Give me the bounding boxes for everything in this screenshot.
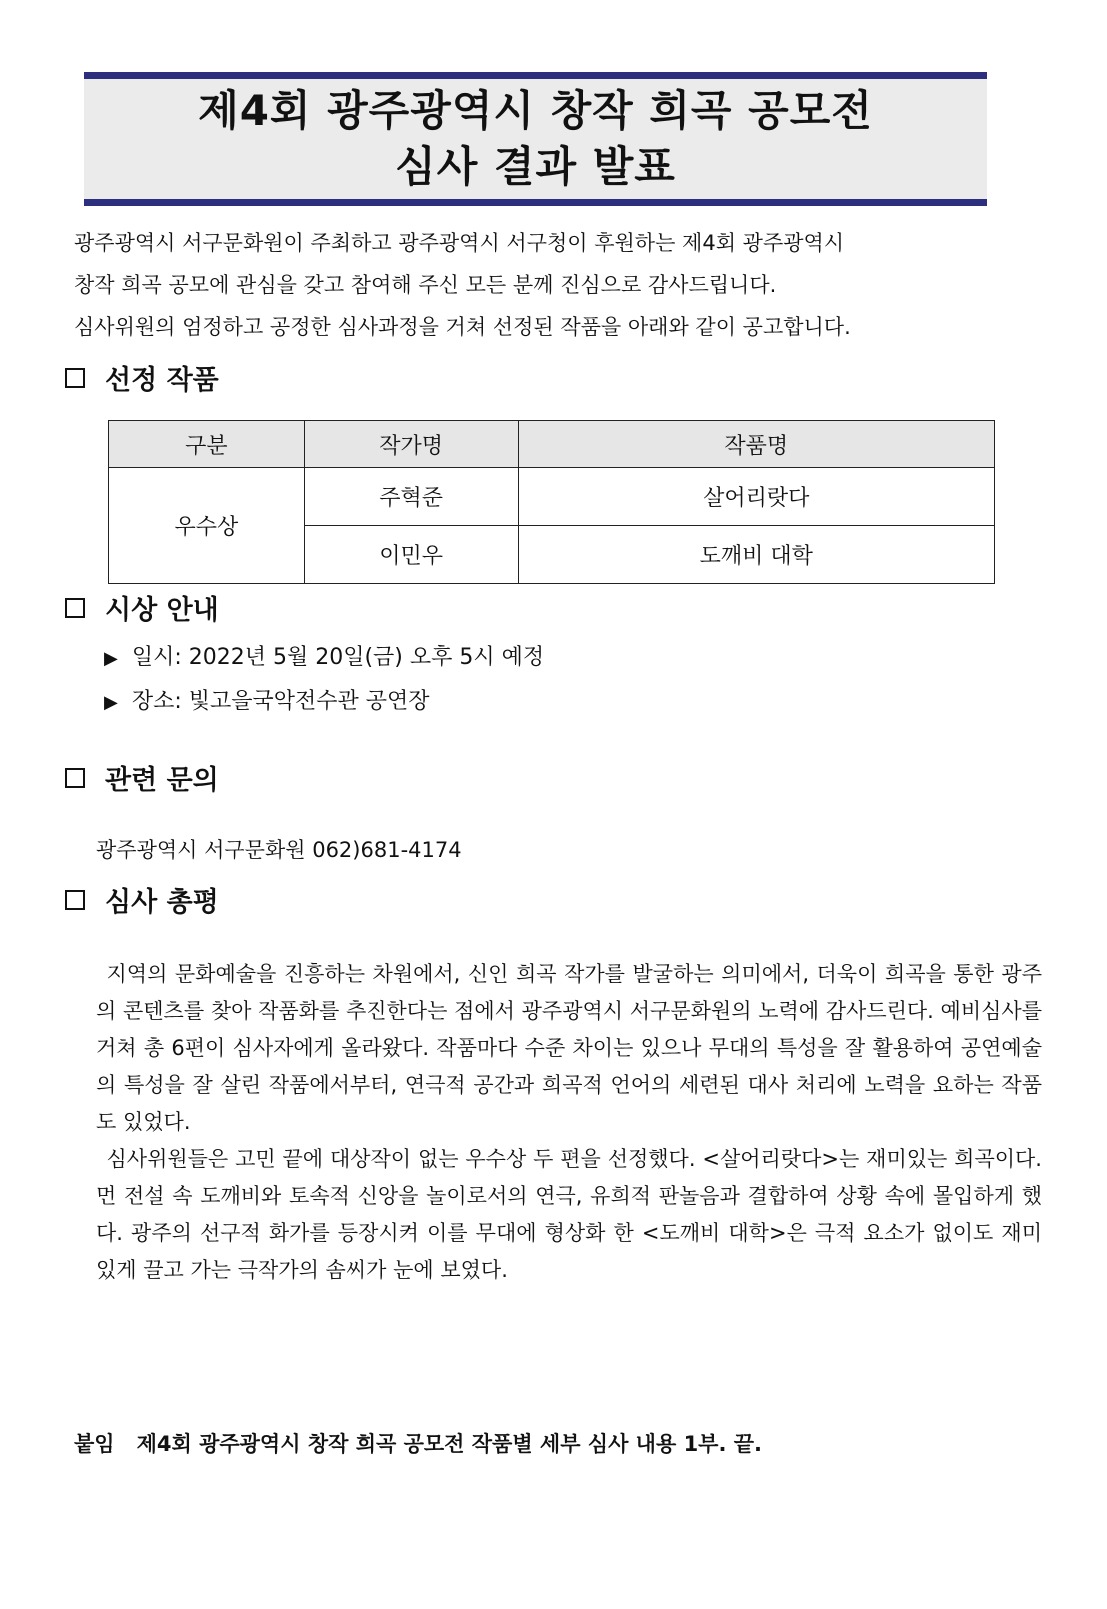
ceremony-date-text: 일시: 2022년 5월 20일(금) 오후 5시 예정: [131, 645, 545, 670]
checkbox-icon: [65, 368, 85, 388]
ceremony-date: [104, 640, 544, 671]
header-category: 구분: [109, 421, 305, 468]
attachment-label: 붙임: [74, 1432, 115, 1456]
table-header-row: [109, 421, 995, 468]
section-title: 관련 문의: [105, 765, 219, 796]
header-author: 작가명: [304, 421, 518, 468]
work-title: 도깨비 대학: [518, 526, 994, 584]
intro-line: 광주광역시 서구문화원이 주최하고 광주광역시 서구청이 후원하는 제4회 광주광역시: [74, 231, 845, 255]
section-title: 선정 작품: [105, 365, 219, 396]
author-name: 주혁준: [304, 468, 518, 526]
section-title: 심사 총평: [105, 887, 219, 918]
review-paragraph: 심사위원들은 고민 끝에 대상작이 없는 우수상 두 편을 선정했다. <살어리랏다>는 재미있는 희곡이다. 먼 전설 속 도깨비와 토속적 신앙을 놀이로서의 연극, 유희적 판놀음과 결합하여 상황 속에 몰입하게 했다. 광주의 선구적 화가를 등장시켜 이를 무대에 형상화 한 <도깨비 대학>은 극적 요소가 없이도 재미있게 끌고 가는 극작가의 솜씨가 눈에 보였다.: [96, 1147, 1042, 1282]
intro-line: 창작 희곡 공모에 관심을 갖고 참여해 주신 모든 분께 진심으로 감사드립니다.: [74, 273, 777, 297]
title-line-1: 제4회 광주광역시 창작 희곡 공모전: [198, 86, 873, 135]
table-row: [109, 468, 995, 526]
section-heading-selected: [65, 358, 219, 397]
award-category: 우수상: [109, 468, 305, 584]
checkbox-icon: [65, 598, 85, 618]
checkbox-icon: [65, 768, 85, 788]
work-title: 살어리랏다: [518, 468, 994, 526]
intro-paragraph: [74, 222, 1004, 348]
title-line-2: 심사 결과 발표: [395, 142, 676, 191]
section-heading-ceremony: [65, 588, 219, 627]
triangle-bullet-icon: ▶: [104, 692, 118, 713]
result-table: [108, 420, 995, 584]
ceremony-place: [104, 684, 430, 715]
ceremony-place-text: 장소: 빛고을국악전수관 공연장: [131, 689, 430, 714]
intro-line: 심사위원의 엄정하고 공정한 심사과정을 거쳐 선정된 작품을 아래와 같이 공고합니다.: [74, 315, 851, 339]
author-name: 이민우: [304, 526, 518, 584]
inquiry-contact: 광주광역시 서구문화원 062)681-4174: [96, 838, 462, 862]
attachment-note: [74, 1428, 762, 1458]
header-work: 작품명: [518, 421, 994, 468]
section-heading-inquiry: [65, 758, 219, 797]
section-heading-review: [65, 880, 219, 919]
review-paragraph: 지역의 문화예술을 진흥하는 차원에서, 신인 희곡 작가를 발굴하는 의미에서, 더욱이 희곡을 통한 광주의 콘텐츠를 찾아 작품화를 추진한다는 점에서 광주광역시 서구문화원의 노력에 감사드린다. 예비심사를 거쳐 총 6편이 심사자에게 올라왔다. 작품마다 수준 차이는 있으나 무대의 특성을 잘 활용하여 공연예술의 특성을 잘 살린 작품에서부터, 연극적 공간과 희곡적 언어의 세련된 대사 처리에 노력을 요하는 작품도 있었다.: [96, 962, 1042, 1134]
section-title: 시상 안내: [105, 595, 219, 626]
review-body: [96, 956, 1042, 1289]
attachment-text: 제4회 광주광역시 창작 희곡 공모전 작품별 세부 심사 내용 1부. 끝.: [136, 1432, 763, 1456]
title-box: [84, 72, 987, 206]
checkbox-icon: [65, 890, 85, 910]
triangle-bullet-icon: ▶: [104, 648, 118, 669]
